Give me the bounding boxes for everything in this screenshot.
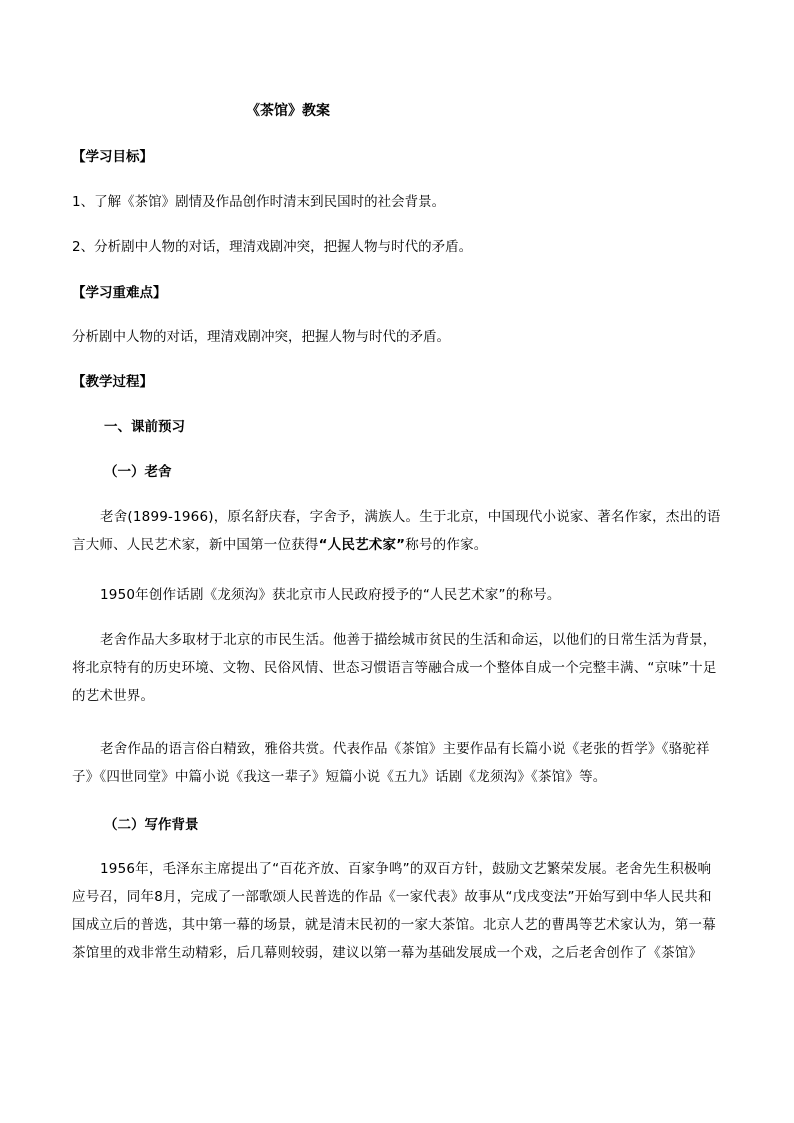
laoshe-heading: （一）老舍 [104, 464, 172, 480]
goal-item-2: 2、分析剧中人物的对话，理清戏剧冲突，把握人物与时代的矛盾。 [72, 239, 473, 255]
background-paragraph-1: 1956年，毛泽东主席提出了“百花齐放、百家争鸣”的双百方针，鼓励文艺繁荣发展。老舍先生积极响应号召，同年8月，完成了一部歌颂人民普选的作品《一家代表》故事从“戊戌变法”开始写到中华人民共和国成立后的普选，其中第一幕的场景，就是清末民初的一家大茶馆。北京人艺的曹禺等艺术家认为，第一幕茶馆里的戏非常生动精彩，后几幕则较弱，建议以第一幕为基础发展成一个戏，之后老舍创作了《茶馆》 [72, 861, 716, 961]
laoshe-p1-text-b: 称号的作家。 [405, 537, 488, 553]
document-title: 《茶馆》教案 [246, 103, 330, 119]
background-heading: （二）写作背景 [104, 817, 199, 833]
goals-heading: 【学习目标】 [72, 149, 153, 165]
process-heading: 【教学过程】 [72, 374, 153, 390]
laoshe-paragraph-4: 老舍作品的语言俗白精致，雅俗共赏。代表作品《茶馆》主要作品有长篇小说《老张的哲学》《骆驼祥子》《四世同堂》中篇小说《我这一辈子》短篇小说《五九》话剧《龙须沟》《茶馆》等。 [72, 741, 710, 785]
laoshe-paragraph-2: 1950年创作话剧《龙须沟》获北京市人民政府授予的“人民艺术家”的称号。 [100, 587, 561, 603]
key-points-text: 分析剧中人物的对话，理清戏剧冲突，把握人物与时代的矛盾。 [72, 329, 450, 345]
laoshe-p1-text-a: 老舍(1899-1966)，原名舒庆春，字舍予，满族人。生于北京，中国现代小说家、著名作家，杰出的语言大师、人民艺术家，新中国第一位获得 [72, 509, 721, 553]
preview-heading: 一、课前预习 [104, 419, 185, 435]
goal-item-1: 1、了解《茶馆》剧情及作品创作时清末到民国时的社会背景。 [72, 194, 446, 210]
laoshe-p1-honor: “人民艺术家” [318, 537, 406, 553]
laoshe-paragraph-3: 老舍作品大多取材于北京的市民生活。他善于描绘城市贫民的生活和命运，以他们的日常生活为背景，将北京特有的历史环境、文物、民俗风情、世态习惯语言等融合成一个整体自成一个完整丰满、“京味”十足的艺术世界。 [72, 632, 717, 704]
key-points-heading: 【学习重难点】 [72, 285, 167, 301]
laoshe-paragraph-1 [72, 503, 722, 559]
